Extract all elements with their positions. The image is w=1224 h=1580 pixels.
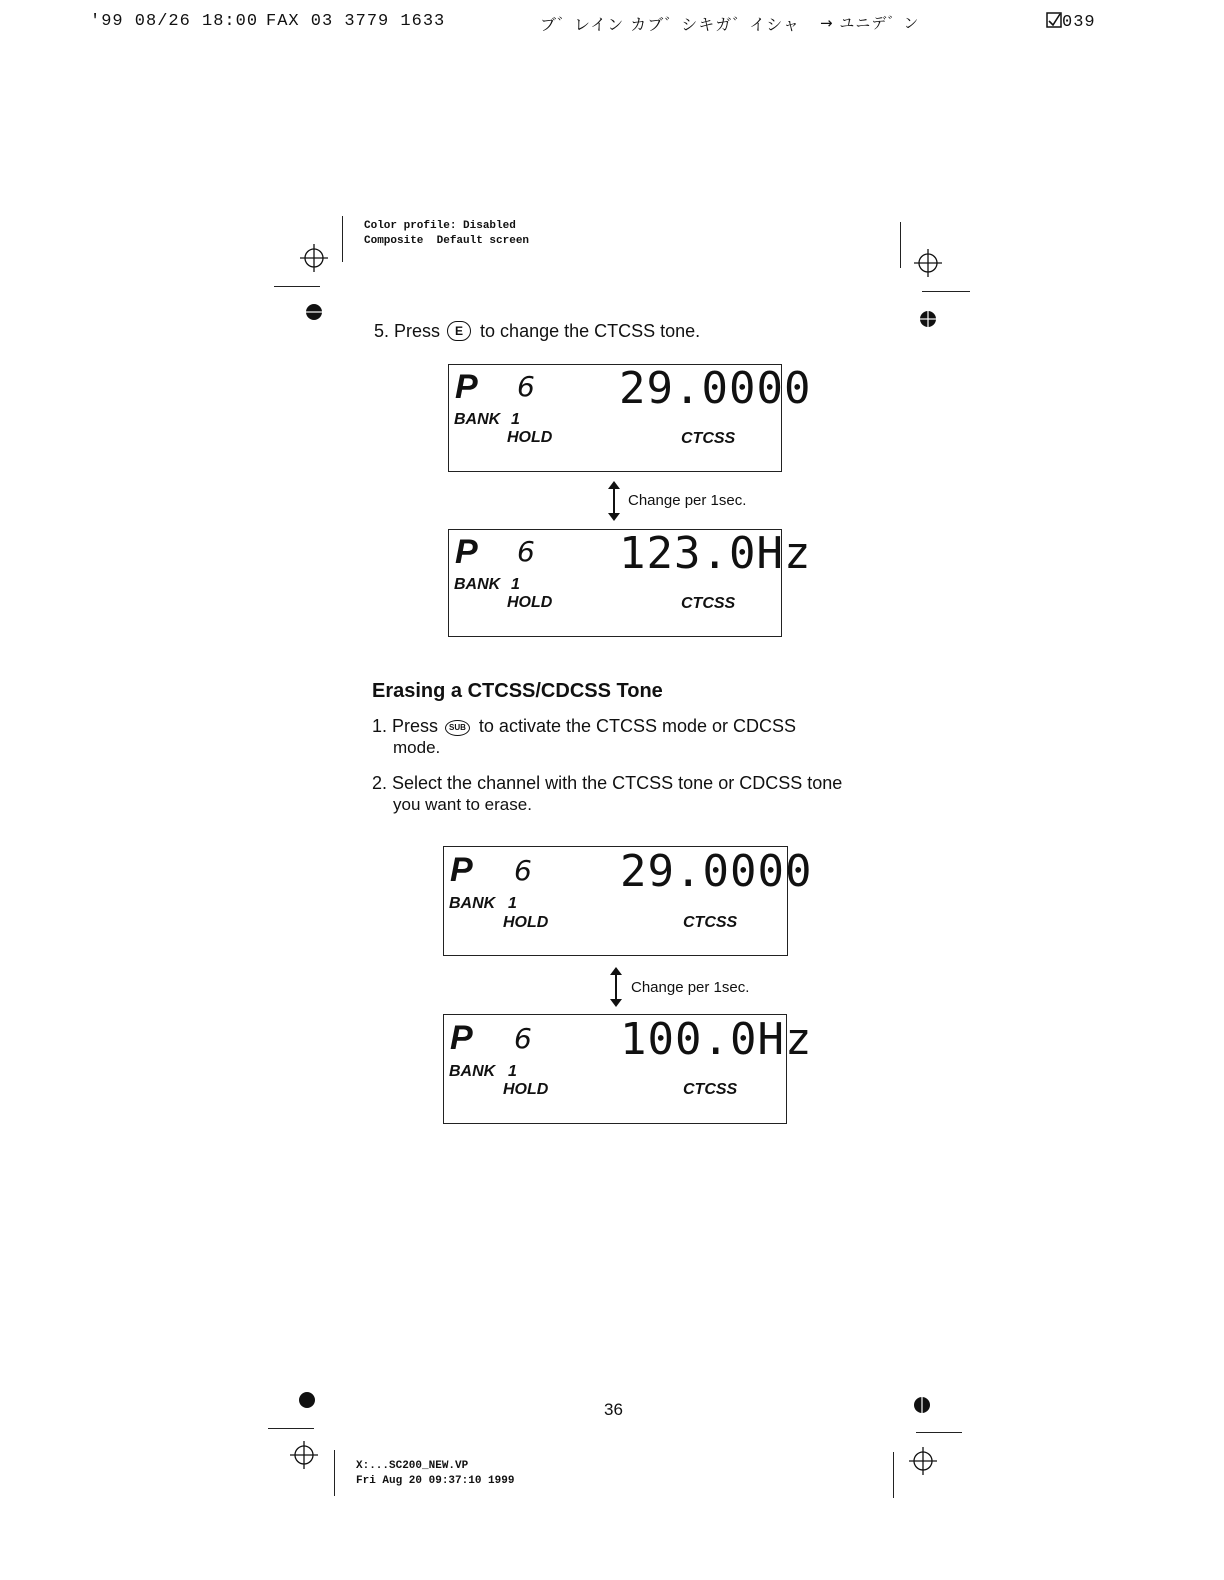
lcd-bank-label: BANK [454, 576, 501, 593]
composite-note: Composite Default screen [364, 235, 530, 247]
checkbox-icon [1046, 12, 1062, 28]
lcd-bank-label: BANK [449, 1063, 496, 1080]
lcd-channel: 6 [514, 854, 532, 887]
dot-mark-icon [913, 1396, 931, 1414]
lcd-hold-label: HOLD [507, 594, 553, 611]
sub-key-icon: SUB [445, 720, 470, 736]
registration-mark-icon [300, 244, 328, 272]
erase-step-1-cont: mode. [393, 738, 441, 757]
lcd-bank-label: BANK [454, 411, 501, 428]
fax-header [0, 12, 1224, 36]
lcd-ctcss-label: CTCSS [681, 595, 736, 612]
dot-mark-icon [919, 310, 937, 328]
erase-step-1: 1. Press SUB to activate the CTCSS mode or CDCSS [372, 716, 797, 736]
e-key-icon: E [447, 321, 471, 341]
erase-step-2-cont: you want to erase. [393, 795, 532, 814]
lcd-program-indicator: P [450, 851, 473, 889]
lcd-readout: 29.0000 [620, 846, 813, 897]
color-profile-note: Color profile: Disabled [364, 220, 516, 232]
change-note: Change per 1sec. [628, 492, 747, 509]
fax-page-number: 039 [1062, 13, 1096, 32]
page-number: 36 [604, 1400, 623, 1419]
file-name-note: X:...SC200_NEW.VP [356, 1460, 469, 1472]
lcd-hold-label: HOLD [503, 1081, 549, 1098]
lcd-bank-label: BANK [449, 895, 496, 912]
erase-step-2: 2. Select the channel with the CTCSS tone or CDCSS tone [372, 773, 843, 793]
lcd-hold-label: HOLD [503, 914, 549, 931]
lcd-bank-number: 1 [508, 895, 517, 912]
lcd-bank-number: 1 [511, 576, 520, 593]
crop-mark [916, 1432, 962, 1433]
lcd-channel: 6 [517, 370, 535, 403]
double-arrow-icon [608, 966, 624, 1008]
file-timestamp-note: Fri Aug 20 09:37:10 1999 [356, 1475, 515, 1487]
registration-mark-icon [909, 1447, 937, 1475]
lcd-bank-number: 1 [511, 411, 520, 428]
lcd-ctcss-label: CTCSS [681, 430, 736, 447]
crop-mark [342, 216, 343, 262]
fax-sender: ブ゛レイン カブ゛シキガ゛イシャ [540, 15, 800, 34]
crop-mark [922, 291, 970, 292]
lcd-readout: 123.0Hz [619, 528, 812, 579]
lcd-bank-number: 1 [508, 1063, 517, 1080]
lcd-program-indicator: P [455, 368, 478, 406]
step-5: 5. Press E to change the CTCSS tone. [374, 321, 701, 341]
dot-mark-icon [299, 1392, 315, 1408]
crop-mark [893, 1452, 894, 1498]
fax-recipient: → ユニデ゛ン [820, 14, 920, 32]
crop-mark [900, 222, 901, 268]
lcd-program-indicator: P [450, 1019, 473, 1057]
lcd-readout: 29.0000 [619, 363, 812, 414]
lcd-display [448, 363, 812, 472]
lcd-hold-label: HOLD [507, 429, 553, 446]
lcd-program-indicator: P [455, 533, 478, 571]
dot-mark-icon [305, 303, 323, 321]
crop-mark [268, 1428, 314, 1429]
crop-mark [334, 1450, 335, 1496]
section-title: Erasing a CTCSS/CDCSS Tone [372, 680, 663, 702]
lcd-ctcss-label: CTCSS [683, 914, 738, 931]
lcd-readout: 100.0Hz [620, 1014, 813, 1065]
lcd-display [448, 528, 812, 637]
fax-page [1046, 12, 1096, 32]
registration-mark-icon [914, 249, 942, 277]
change-note: Change per 1sec. [631, 979, 750, 996]
lcd-ctcss-label: CTCSS [683, 1081, 738, 1098]
fax-date-time: '99 08/26 18:00 [90, 12, 259, 31]
lcd-channel: 6 [517, 535, 535, 568]
lcd-display [443, 846, 813, 956]
crop-mark [274, 286, 320, 287]
lcd-channel: 6 [514, 1022, 532, 1055]
double-arrow-icon [606, 480, 622, 522]
lcd-display [443, 1014, 813, 1124]
registration-mark-icon [290, 1441, 318, 1469]
fax-number: FAX 03 3779 1633 [266, 12, 446, 31]
